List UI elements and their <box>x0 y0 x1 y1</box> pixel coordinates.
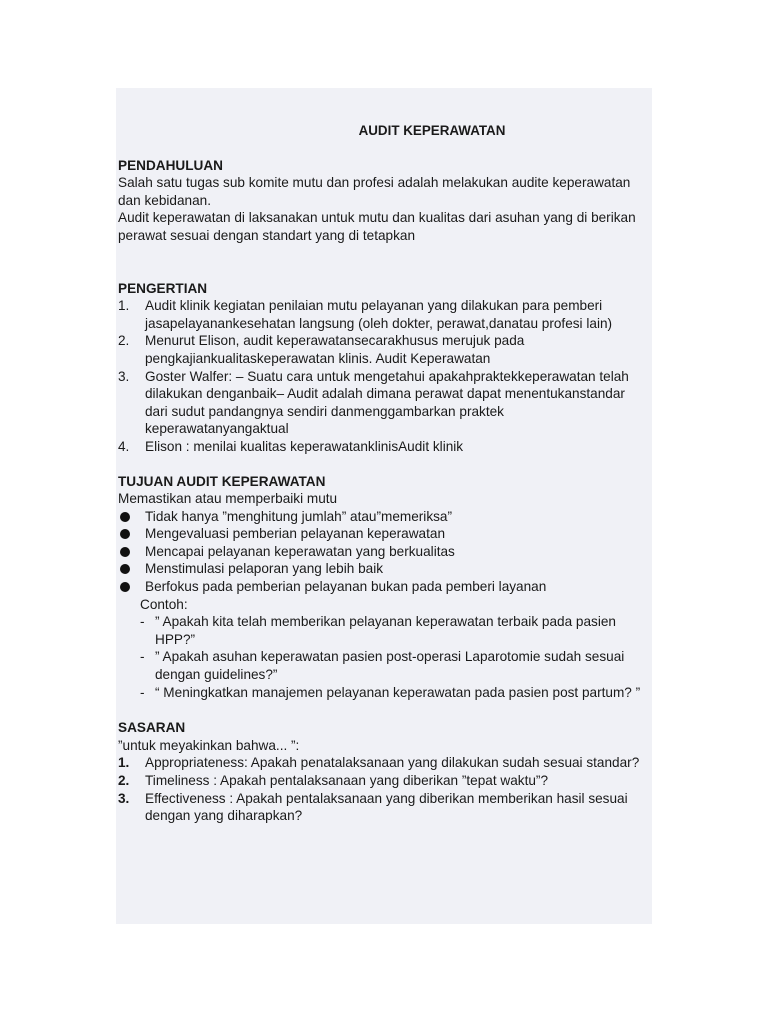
example-item <box>118 648 650 683</box>
list-item <box>118 578 650 596</box>
example-item <box>118 613 650 648</box>
bullet-icon <box>118 560 145 578</box>
item-number: 1. <box>118 298 130 314</box>
list-item <box>118 790 650 825</box>
list-item <box>118 560 650 578</box>
list-item <box>118 368 650 438</box>
item-text: Effectiveness : Apakah pentalaksanaan yang diberikan memberikan hasil sesuai dengan yang diharapkan? <box>145 790 628 824</box>
item-number: 2. <box>118 773 130 788</box>
list-item <box>118 438 650 456</box>
sasaran-list <box>118 754 650 824</box>
list-item <box>118 297 650 332</box>
item-number: 3. <box>118 790 130 806</box>
item-number: 3. <box>118 368 130 384</box>
document-title: AUDIT KEPERAWATAN <box>358 123 506 138</box>
item-text: Berfokus pada pemberian pelayanan bukan pada pemberi layanan <box>145 579 547 595</box>
document-page <box>116 88 652 924</box>
tujuan-intro: Memastikan atau memperbaiki mutu <box>118 491 338 507</box>
item-text: Appropriateness: Apakah penatalaksanaan yang dilakukan sudah sesuai standar? <box>145 755 640 771</box>
list-item <box>118 525 650 543</box>
bullet-icon <box>118 525 145 543</box>
heading-sasaran: SASARAN <box>118 720 186 736</box>
pengertian-list <box>118 297 650 455</box>
contoh-label: Contoh: <box>140 596 188 612</box>
paragraph: Audit keperawatan di laksanakan untuk mutu dan kualitas dari asuhan yang di berikan perawat sesuai dengan standart yang di tetapkan <box>118 210 636 243</box>
example-dash: - <box>140 649 145 665</box>
item-text: Menurut Elison, audit keperawatansecarakhusus merujuk pada pengkajiankualitaskeperawatan klinis. Audit Keperawatan <box>145 333 525 366</box>
item-text: Timeliness : Apakah pentalaksanaan yang diberikan ”tepat waktu”? <box>145 773 549 788</box>
list-item <box>118 543 650 561</box>
bullet-icon <box>118 543 145 561</box>
paragraph: Salah satu tugas sub komite mutu dan profesi adalah melakukan audite keperawatan dan kebidanan. <box>118 175 631 208</box>
heading-pendahuluan: PENDAHULUAN <box>118 157 223 173</box>
tujuan-bullets <box>118 508 650 596</box>
item-text: Mencapai pelayanan keperawatan yang berkualitas <box>145 543 455 559</box>
item-text: Tidak hanya ”menghitung jumlah” atau”memeriksa” <box>145 508 453 524</box>
example-text: ” Apakah kita telah memberikan pelayanan keperawatan terbaik pada pasien HPP?” <box>155 614 616 647</box>
list-item <box>118 332 650 367</box>
item-text: Elison : menilai kualitas keperawatanklinisAudit klinik <box>145 438 464 454</box>
item-text: Audit klinik kegiatan penilaian mutu pelayanan yang dilakukan para pemberi jasapelayanankesehatan langsung (oleh dokter, perawat,danatau profesi lain) <box>145 298 613 331</box>
sasaran-intro: ”untuk meyakinkan bahwa... ”: <box>118 737 300 753</box>
item-number: 1. <box>118 755 130 771</box>
example-dash: - <box>140 684 145 700</box>
example-text: ” Apakah asuhan keperawatan pasien post-operasi Laparotomie sudah sesuai dengan guidelines?” <box>155 649 625 683</box>
bullet-icon <box>118 508 145 526</box>
item-number: 4. <box>118 438 130 454</box>
item-text: Goster Walfer: – Suatu cara untuk mengetahui apakahpraktekkeperawatan telah dilakukan denganbaik– Audit adalah dimana perawat dapat menentukanstandar dari sudut pandangnya sendiri danmenggambarkan praktek keperawatanyangaktual <box>145 368 629 437</box>
list-item <box>118 508 650 526</box>
list-item <box>118 754 650 772</box>
list-item <box>118 772 650 790</box>
item-number: 2. <box>118 333 130 349</box>
item-text: Mengevaluasi pemberian pelayanan keperawatan <box>145 526 446 542</box>
item-text: Menstimulasi pelaporan yang lebih baik <box>145 561 384 577</box>
heading-pengertian: PENGERTIAN <box>118 280 208 296</box>
example-item <box>118 684 650 702</box>
example-dash: - <box>140 614 145 630</box>
bullet-icon <box>118 578 145 596</box>
heading-tujuan: TUJUAN AUDIT KEPERAWATAN <box>118 473 326 489</box>
example-text: “ Meningkatkan manajemen pelayanan keperawatan pada pasien post partum? ” <box>155 684 641 700</box>
